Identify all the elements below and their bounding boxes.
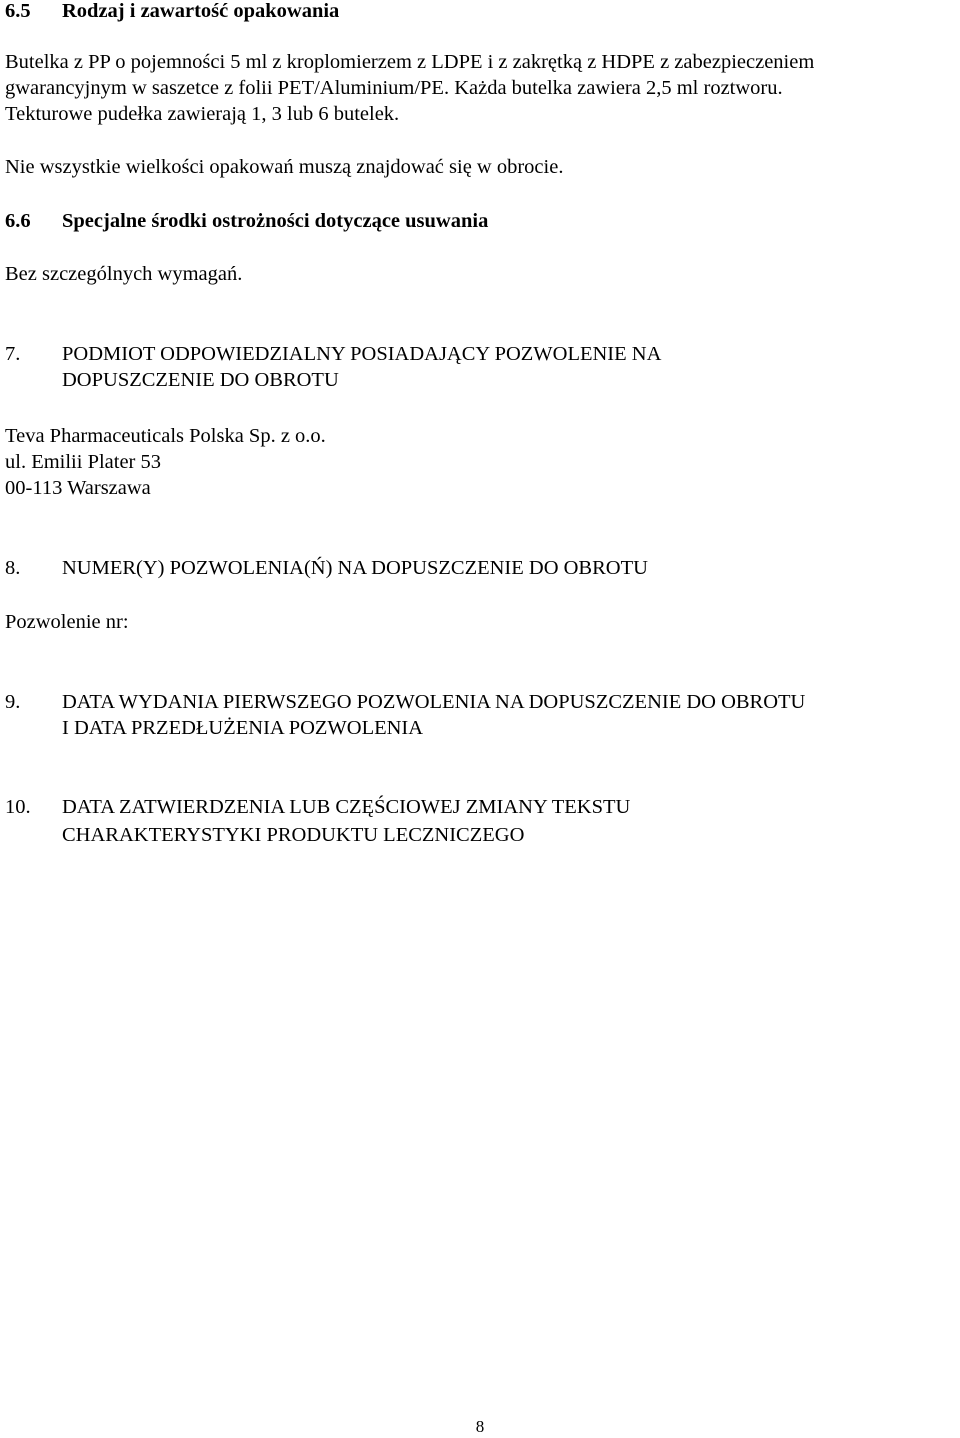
section-number: 8. bbox=[5, 557, 21, 579]
body-text-line: Nie wszystkie wielkości opakowań muszą znajdować się w obrocie. bbox=[5, 156, 564, 178]
body-text-line: Pozwolenie nr: bbox=[5, 611, 129, 633]
section-title: Rodzaj i zawartość opakowania bbox=[62, 0, 340, 22]
body-text-line: Bez szczególnych wymagań. bbox=[5, 263, 243, 285]
section-title-line: DOPUSZCZENIE DO OBROTU bbox=[62, 369, 339, 391]
section-number: 6.5 bbox=[5, 0, 31, 22]
address-line: Teva Pharmaceuticals Polska Sp. z o.o. bbox=[5, 425, 326, 447]
page-number: 8 bbox=[475, 1417, 485, 1436]
section-title-line: I DATA PRZEDŁUŻENIA POZWOLENIA bbox=[62, 717, 424, 739]
section-title: NUMER(Y) POZWOLENIA(Ń) NA DOPUSZCZENIE DO OBROTU bbox=[62, 557, 648, 579]
section-title-line: DATA ZATWIERDZENIA LUB CZĘŚCIOWEJ ZMIANY TEKSTU bbox=[62, 796, 631, 818]
section-title-line: CHARAKTERYSTYKI PRODUKTU LECZNICZEGO bbox=[62, 824, 525, 846]
section-title-line: DATA WYDANIA PIERWSZEGO POZWOLENIA NA DOPUSZCZENIE DO OBROTU bbox=[62, 691, 806, 713]
section-number: 7. bbox=[5, 343, 21, 365]
body-text-line: gwarancyjnym w saszetce z folii PET/Aluminium/PE. Każda butelka zawiera 2,5 ml roztworu. bbox=[5, 77, 783, 99]
section-number: 6.6 bbox=[5, 210, 31, 232]
section-title-line: PODMIOT ODPOWIEDZIALNY POSIADAJĄCY POZWOLENIE NA bbox=[62, 343, 662, 365]
section-number: 10. bbox=[5, 796, 31, 818]
section-number: 9. bbox=[5, 691, 21, 713]
address-line: ul. Emilii Plater 53 bbox=[5, 451, 162, 473]
body-text-line: Butelka z PP o pojemności 5 ml z kroplomierzem z LDPE i z zakrętką z HDPE z zabezpieczeniem bbox=[5, 51, 815, 73]
section-title: Specjalne środki ostrożności dotyczące usuwania bbox=[62, 210, 489, 232]
body-text-line: Tekturowe pudełka zawierają 1, 3 lub 6 butelek. bbox=[5, 103, 400, 125]
address-line: 00-113 Warszawa bbox=[5, 477, 151, 499]
